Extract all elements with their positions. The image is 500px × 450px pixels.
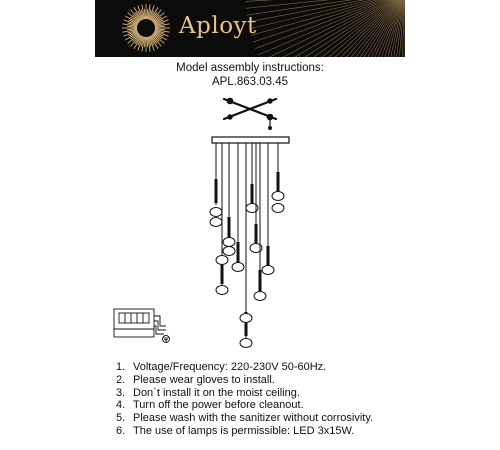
instruction-number: 2. <box>116 373 126 386</box>
ground-symbol-icon <box>163 336 170 343</box>
model-code: APL.863.03.45 <box>211 76 289 88</box>
glass-shade <box>223 247 235 256</box>
brand-name: Aployt <box>179 13 257 39</box>
pendant-lamps <box>210 143 284 348</box>
glass-shade <box>240 339 252 348</box>
instruction-text: Please wear gloves to install. <box>133 373 275 386</box>
glass-shade <box>216 256 228 265</box>
instruction-number: 4. <box>116 399 126 412</box>
instruction-text: The use of lamps is permissible: LED 3x15W. <box>133 424 355 437</box>
glass-shade <box>210 218 222 227</box>
instruction-text: Please wash with the sanitizer without corrosivity. <box>133 412 374 425</box>
lamp-rod <box>215 179 218 203</box>
instruction-item <box>116 399 373 412</box>
instruction-number: 6. <box>116 424 126 437</box>
model-title: Model assembly instructions: <box>176 62 324 74</box>
instruction-number: 1. <box>116 361 126 373</box>
instruction-item <box>116 387 373 400</box>
instructions-list <box>116 361 373 438</box>
instruction-text: Don`t install it on the moist ceiling. <box>133 386 300 399</box>
glass-shade <box>272 192 284 201</box>
glass-shade <box>232 263 244 272</box>
glass-shade <box>272 204 284 213</box>
instruction-item <box>116 412 373 425</box>
instruction-item <box>116 425 373 438</box>
instruction-item <box>116 374 373 387</box>
glass-shade <box>254 292 266 301</box>
wiring-terminal-icon <box>114 309 166 337</box>
mounting-bracket-icon <box>224 99 276 130</box>
glass-shade <box>216 286 228 295</box>
ceiling-canopy <box>212 137 289 143</box>
glass-shade <box>262 266 274 275</box>
glass-shade <box>240 314 252 323</box>
instruction-number: 5. <box>116 412 126 425</box>
instruction-number: 3. <box>116 386 126 399</box>
glass-shade <box>223 238 235 247</box>
lamp-rod <box>259 270 262 294</box>
instruction-text: Voltage/Frequency: 220-230V 50-60Hz. <box>133 361 327 373</box>
instruction-item <box>116 361 373 374</box>
glass-shade <box>210 208 222 217</box>
instruction-text: Turn off the power before cleanout. <box>133 399 304 412</box>
